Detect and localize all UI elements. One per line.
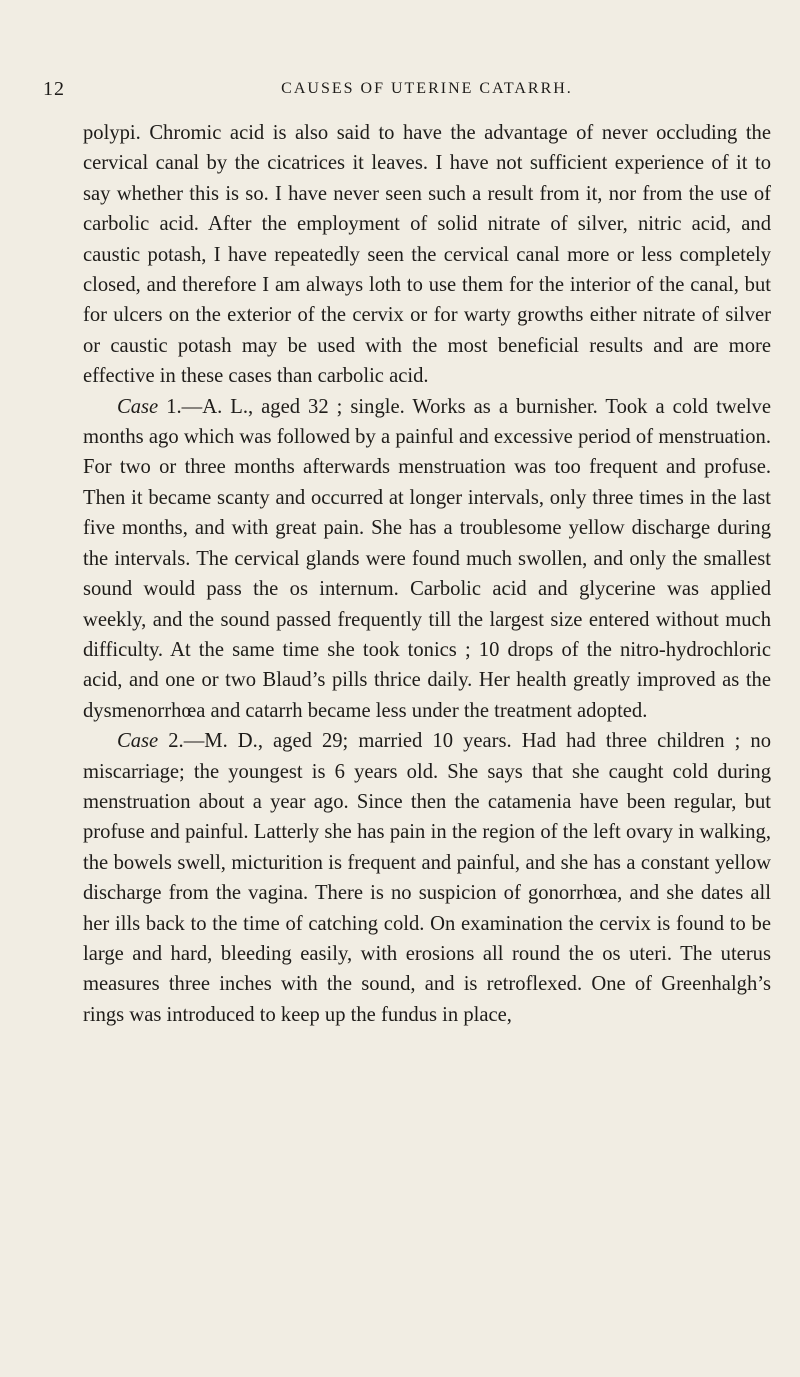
case-1-label: Case: [117, 395, 159, 418]
body-text: [83, 118, 771, 1030]
case-2-label: Case: [117, 730, 159, 753]
case-2-text: 2.—M. D., aged 29; married 10 years. Had had three children ; no miscarriage; the youngest is 6 years old. She says that she caught cold during menstruation about a year ago. Since then the catamenia have been regular, but profuse and painful. Latterly she has pain in the region of the left ovary in walking, the bowels swell, micturition is frequent and painful, and she has a constant yellow discharge from the vagina. There is no suspicion of gonorrhœa, and she dates all her ills back to the time of catching cold. On examination the cervix is found to be large and hard, bleeding easily, with erosions all round the os uteri. The uterus measures three inches with the sound, and is retroflexed. One of Greenhalgh’s rings was introduced to keep up the fundus in place,: [83, 730, 771, 1026]
case-1-text: 1.—A. L., aged 32 ; single. Works as a burnisher. Took a cold twelve months ago which was followed by a painful and excessive period of menstruation. For two or three months afterwards menstruation was too frequent and profuse. Then it became scanty and occurred at longer intervals, only three times in the last five months, and with great pain. She has a troublesome yellow discharge during the intervals. The cervical glands were found much swollen, and only the smallest sound would pass the os internum. Carbolic acid and glycerine was applied weekly, and the sound passed frequently till the largest size entered without much difficulty. At the same time she took tonics ; 10 drops of the nitro-hydrochloric acid, and one or two Blaud’s pills thrice daily. Her health greatly improved as the dysmenorrhœa and catarrh became less under the treatment adopted.: [83, 395, 771, 722]
paragraph-intro-text: polypi. Chromic acid is also said to have the advantage of never occluding the cervical canal by the cicatrices it leaves. I have not sufficient experience of it to say whether this is so. I have never seen such a result from it, nor from the use of carbolic acid. After the employment of solid nitrate of silver, nitric acid, and caustic potash, I have repeatedly seen the cervical canal more or less completely closed, and therefore I am always loth to use them for the interior of the canal, but for ulcers on the exterior of the cervix or for warty growths either nitrate of silver or caustic potash may be used with the most beneficial results and are more effective in these cases than carbolic acid.: [83, 122, 771, 388]
page-number: 12: [43, 78, 65, 100]
book-page: [43, 78, 771, 1030]
running-title: CAUSES OF UTERINE CATARRH.: [281, 80, 573, 97]
paragraph-intro: [83, 118, 771, 392]
paragraph-case-1: [83, 392, 771, 726]
page-header: [43, 78, 771, 118]
paragraph-case-2: [83, 726, 771, 1030]
